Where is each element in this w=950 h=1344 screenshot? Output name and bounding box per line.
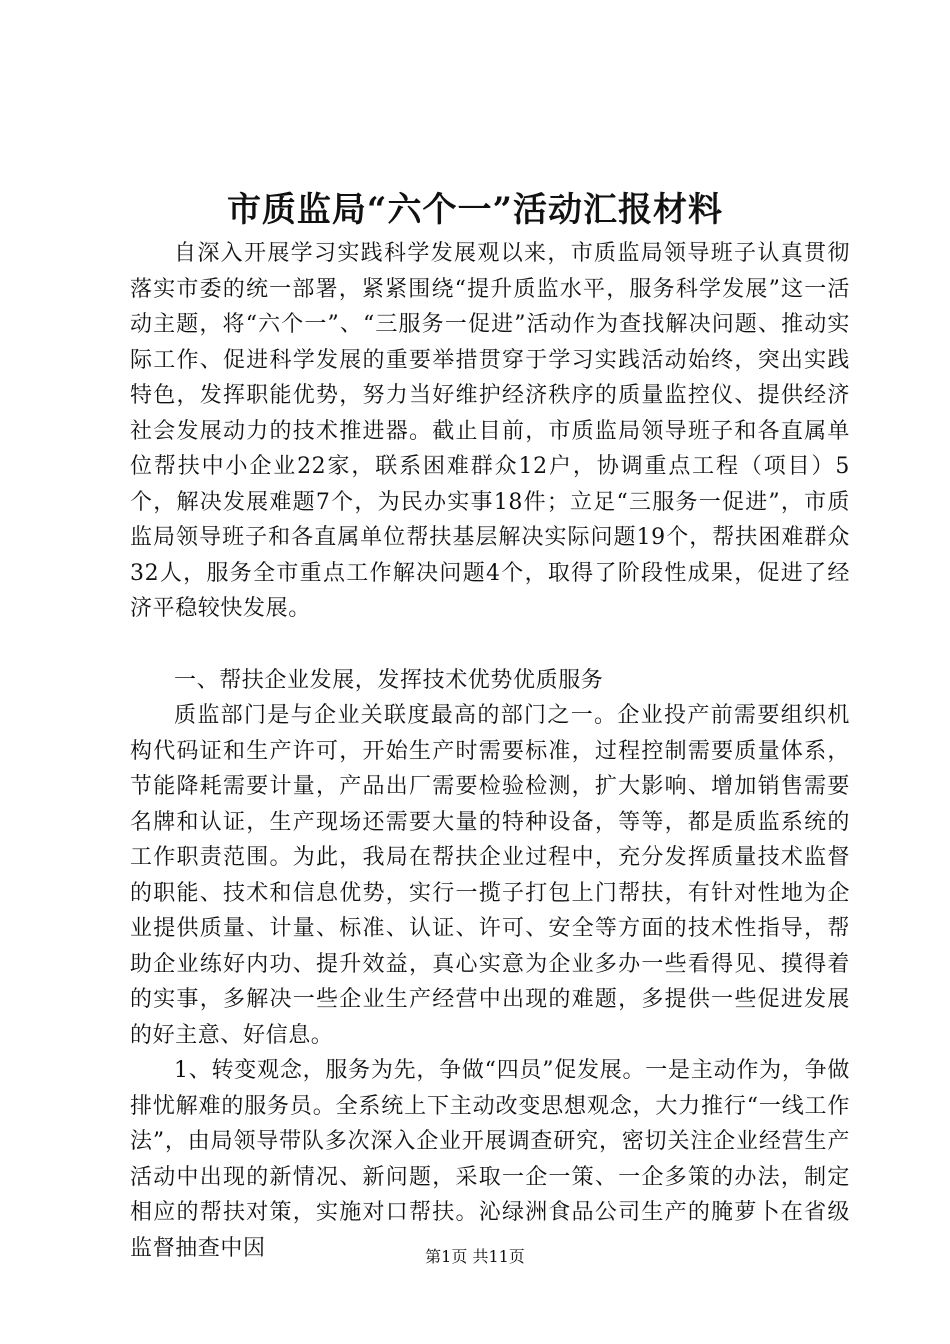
paragraph-intro: 自深入开展学习实践科学发展观以来，市质监局领导班子认真贯彻落实市委的统一部署，紧紧围绕“提升质监水平，服务科学发展”这一活动主题，将“六个一”、“三服务一促进”活动作为查找解决问题、推动实际工作、促进科学发展的重要举措贯穿于学习实践活动始终，突出实践特色，发挥职能优势，努力当好维护经济秩序的质量监控仪、提供经济社会发展动力的技术推进器。截止目前，市质监局领导班子和各直属单位帮扶中小企业22家，联系困难群众12户，协调重点工程（项目）5个，解决发展难题7个，为民办实事18件；立足“三服务一促进”，市质监局领导班子和各直属单位帮扶基层解决实际问题19个，帮扶困难群众32人，服务全市重点工作解决问题4个，取得了阶段性成果，促进了经济平稳较快发展。	[130, 241, 850, 621]
page-footer: 第1页 共11页	[425, 1247, 525, 1266]
document-title: 市质监局“六个一”活动汇报材料	[226, 190, 724, 230]
paragraph-body: 质监部门是与企业关联度最高的部门之一。企业投产前需要组织机构代码证和生产许可，开始生产时需要标准，过程控制需要质量体系，节能降耗需要计量，产品出厂需要检验检测，扩大影响、增加销售需要名牌和认证，生产现场还需要大量的特种设备，等等，都是质监系统的工作职责范围。为此，我局在帮扶企业过程中，充分发挥质量技术监督的职能、技术和信息优势，实行一揽子打包上门帮扶，有针对性地为企业提供质量、计量、标准、认证、许可、安全等方面的技术性指导，帮助企业练好内功、提升效益，真心实意为企业多办一些看得见、摸得着的实事，多解决一些企业生产经营中出现的难题，多提供一些促进发展的好主意、好信息。	[130, 703, 850, 1048]
section-heading: 一、帮扶企业发展，发挥技术优势优质服务	[174, 667, 604, 693]
paragraph-gap	[130, 627, 850, 663]
document-body	[130, 236, 850, 1266]
paragraph-body: 1、转变观念，服务为先，争做“四员”促发展。一是主动作为，争做排忧解难的服务员。全系统上下主动改变思想观念，大力推行“一线工作法”，由局领导带队多次深入企业开展调查研究，密切关注企业经营生产活动中出现的新情况、新问题，采取一企一策、一企多策的办法，制定相应的帮扶对策，实施对口帮扶。沁绿洲食品公司生产的腌萝卜在省级监督抽查中因	[130, 1058, 850, 1261]
